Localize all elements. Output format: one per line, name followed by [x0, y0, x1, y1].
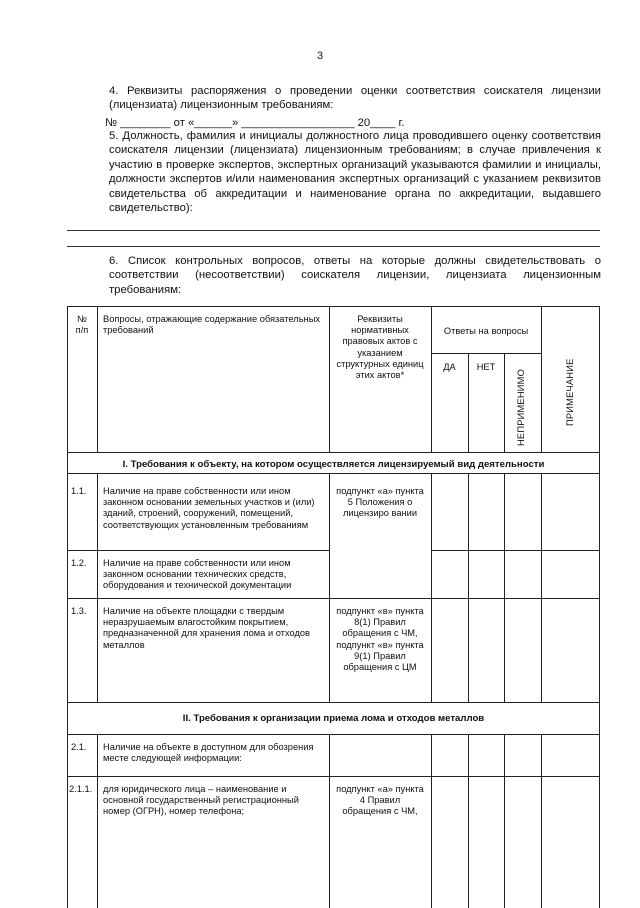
header-number: № п/п: [75, 314, 89, 336]
order-requisites-blank-line: № ________ от «______» __________________ 20____ г.: [105, 117, 405, 129]
section-1-title: I. Требования к объекту, на котором осуществляется лицензируемый вид деятельности: [122, 459, 545, 470]
row-2-1-1-requisites: подпункт «а» пункта 4 Правил обращения с ЧМ,: [336, 784, 424, 817]
row-2-1-1-question: для юридического лица – наименование и основной государственный регистрационный номер (ОГРН), номер телефона;: [103, 784, 299, 817]
item-5-text: 5. Должность, фамилия и инициалы должностного лица проводившего оценку соответствия соискателя лицензии (лицензиата) лицензионным требованиям; в случае привлечения к участию в проверке экспертов, экспертных организаций указываются фамилии и инициалы, должности экспертов и/или наименования экспертных организаций с указанием реквизитов свидетельства об аккредитации и наименование органа по аккредитации, выдавшего свидетельство):: [109, 130, 601, 215]
row-1-1-number: 1.1.: [71, 486, 87, 496]
row-2-1-1-number: 2.1.1.: [69, 784, 93, 794]
header-note: ПРИМЕЧАНИЕ: [565, 358, 575, 426]
fill-in-line-1: [67, 230, 600, 231]
header-questions: Вопросы, отражающие содержание обязательных требований: [103, 314, 321, 336]
item-6-text: 6. Список контрольных вопросов, ответы на которые должны свидетельствовать о соответствии (несоответствии) соискателя лицензии, лицензиата лицензионным требованиям:: [109, 255, 601, 296]
item-4-text: 4. Реквизиты распоряжения о проведении оценки соответствия соискателя лицензии (лицензиата) лицензионным требованиям:: [109, 85, 601, 112]
header-no: НЕТ: [476, 362, 496, 372]
row-1-1-requisites: подпункт «а» пункта 5 Положения о лицензиро вании: [336, 486, 424, 519]
page-number: 3: [316, 50, 324, 62]
row-1-1-question: Наличие на праве собственности или ином законном основании земельных участков и (или) зданий, строений, сооружений, помещений, соответствующих установленным требованиям: [103, 486, 315, 530]
row-1-2-number: 1.2.: [71, 558, 87, 568]
item-5-paragraph: [67, 129, 601, 215]
header-answers: Ответы на вопросы: [443, 326, 529, 336]
row-1-3-question: Наличие на объекте площадки с твердым неразрушаемым влагостойким покрытием, предназначенной для хранения лома и отходов металлов: [103, 606, 310, 650]
header-not-applicable: НЕПРИМЕНИМО: [516, 369, 526, 446]
row-2-1-number: 2.1.: [71, 742, 87, 752]
item-4-paragraph: [67, 84, 601, 113]
header-yes: ДА: [443, 362, 456, 372]
fill-in-line-2: [67, 246, 600, 247]
checklist-table: [67, 306, 600, 908]
header-requisites: Реквизиты нормативных правовых актов с указанием структурных единиц этих актов*: [336, 314, 424, 381]
row-1-3-requisites: подпункт «в» пункта 8(1) Правил обращения с ЧМ, подпункт «в» пункта 9(1) Правил обращения с ЦМ: [336, 606, 424, 673]
row-1-2-question: Наличие на праве собственности или ином законном основании технических средств, оборудования и технической документации: [103, 558, 292, 591]
row-1-3-number: 1.3.: [71, 606, 87, 616]
row-2-1-question: Наличие на объекте в доступном для обозрения месте следующей информации:: [103, 742, 314, 764]
section-2-title: II. Требования к организации приема лома и отходов металлов: [182, 713, 485, 724]
item-6-paragraph: [67, 254, 601, 297]
